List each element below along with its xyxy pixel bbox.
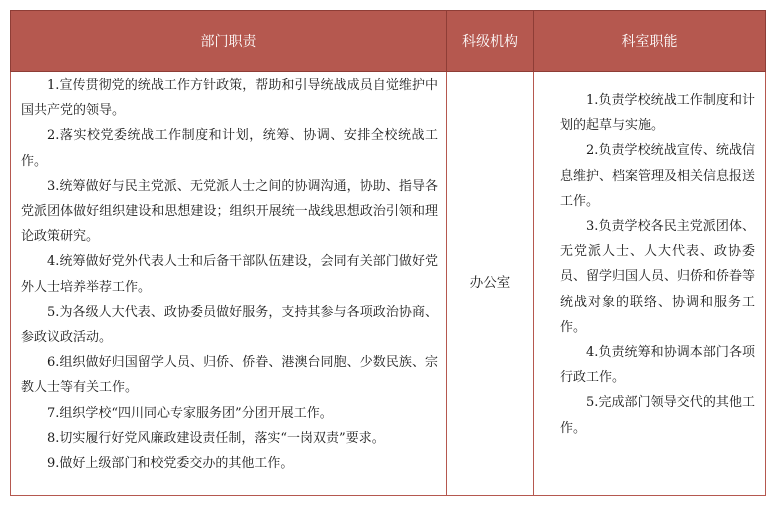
header-department-duties: 部门职责	[11, 11, 447, 72]
header-office-functions: 科室职能	[534, 11, 766, 72]
header-row	[11, 11, 766, 72]
function-item-2: 2.负责学校统战宣传、统战信息维护、档案管理及相关信息报送工作。	[560, 143, 756, 209]
duty-item-2: 2.落实校党委统战工作制度和计划，统筹、协调、安排全校统战工作。	[21, 128, 438, 169]
duty-item-8: 8.切实履行好党风廉政建设责任制，落实“一岗双责”要求。	[47, 430, 385, 446]
function-item-5: 5.完成部门领导交代的其他工作。	[560, 395, 755, 436]
functions-cell	[534, 72, 766, 496]
duty-item-3: 3.统筹做好与民主党派、无党派人士之间的协调沟通，协助、指导各党派团体做好组织建设和思想建设；组织开展统一战线思想政治引领和理论政策研究。	[21, 178, 438, 245]
duty-item-9: 9.做好上级部门和校党委交办的其他工作。	[47, 456, 294, 472]
duties-list	[11, 72, 446, 476]
duty-item-1: 1.宣传贯彻党的统战工作方针政策，帮助和引导统战成员自觉维护中国共产党的领导。	[21, 78, 438, 119]
duty-item-4: 4.统筹做好党外代表人士和后备干部队伍建设，会同有关部门做好党外人士培养举荐工作。	[21, 254, 438, 295]
duty-item-5: 5.为各级人大代表、政协委员做好服务，支持其参与各项政治协商、参政议政活动。	[21, 304, 438, 346]
office-name: 办公室	[469, 274, 511, 291]
duties-cell	[11, 72, 447, 496]
responsibilities-table	[10, 10, 766, 496]
duty-item-7: 7.组织学校“四川同心专家服务团”分团开展工作。	[47, 405, 333, 421]
office-cell	[447, 72, 534, 496]
function-item-1: 1.负责学校统战工作制度和计划的起草与实施。	[560, 93, 755, 134]
functions-list	[534, 72, 765, 441]
function-item-4: 4.负责统筹和协调本部门各项行政工作。	[560, 345, 755, 386]
function-item-3: 3.负责学校各民主党派团体、无党派人士、人大代表、政协委员、留学归国人员、归侨和侨眷等统战对象的联络、协调和服务工作。	[560, 219, 756, 335]
content-row	[11, 72, 766, 496]
header-office: 科级机构	[447, 11, 534, 72]
duty-item-6: 6.组织做好归国留学人员、归侨、侨眷、港澳台同胞、少数民族、宗教人士等有关工作。	[21, 355, 438, 396]
